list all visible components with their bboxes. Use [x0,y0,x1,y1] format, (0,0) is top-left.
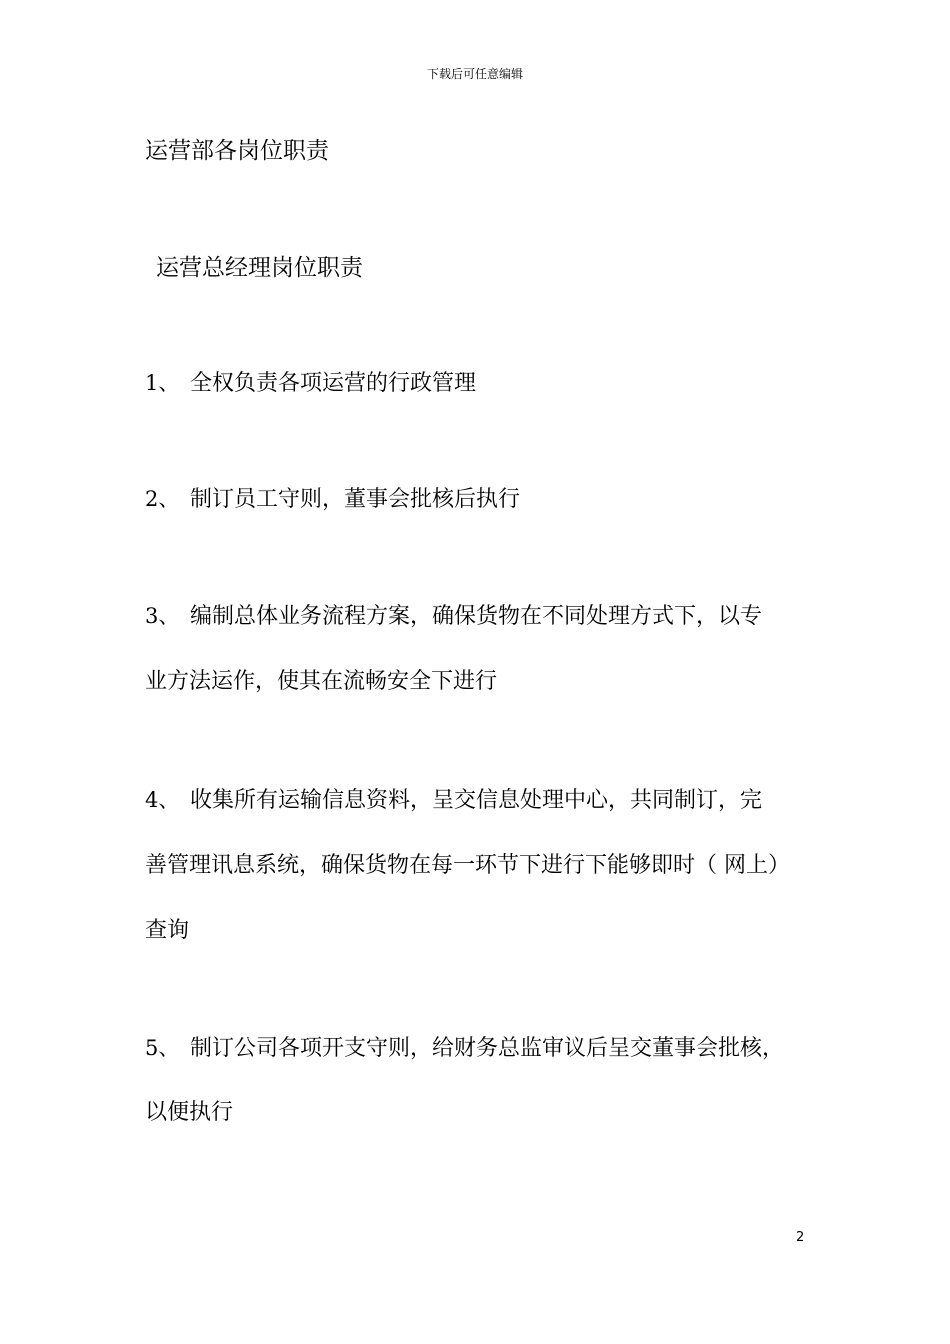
list-item-number: 5、 [145,1036,180,1060]
document-title: 运营部各岗位职责 [145,138,329,164]
list-item-text: 全权负责各项运营的行政管理 [190,371,477,396]
list-item-1 [145,368,476,399]
list-item-text: 编制总体业务流程方案，确保货物在不同处理方式下，以专 [190,604,763,629]
page-header: 下载后可任意编辑 [426,67,523,81]
list-item-continuation: 以便执行 [145,1100,234,1125]
list-item-3 [145,601,762,632]
list-item-continuation: 业方法运作，使其在流畅安全下进行 [145,669,498,694]
list-item-text: 制订公司各项开支守则，给财务总监审议后呈交董事会批核， [190,1036,785,1061]
list-item-4 [145,785,762,816]
list-item-text: 制订员工守则，董事会批核后执行 [190,487,521,512]
list-item-number: 4、 [145,788,180,812]
section-title: 运营总经理岗位职责 [156,255,363,281]
list-item-2 [145,484,520,515]
list-item-number: 2、 [145,487,180,511]
list-item-continuation: 查询 [145,918,190,943]
list-item-number: 1、 [145,371,180,395]
list-item-continuation: 善管理讯息系统，确保货物在每一环节下进行下能够即时（ 网上） [145,853,790,878]
page-number: 2 [796,1230,805,1245]
list-item-text: 收集所有运输信息资料，呈交信息处理中心，共同制订，完 [190,788,763,813]
list-item-5 [145,1033,784,1064]
list-item-number: 3、 [145,604,180,628]
